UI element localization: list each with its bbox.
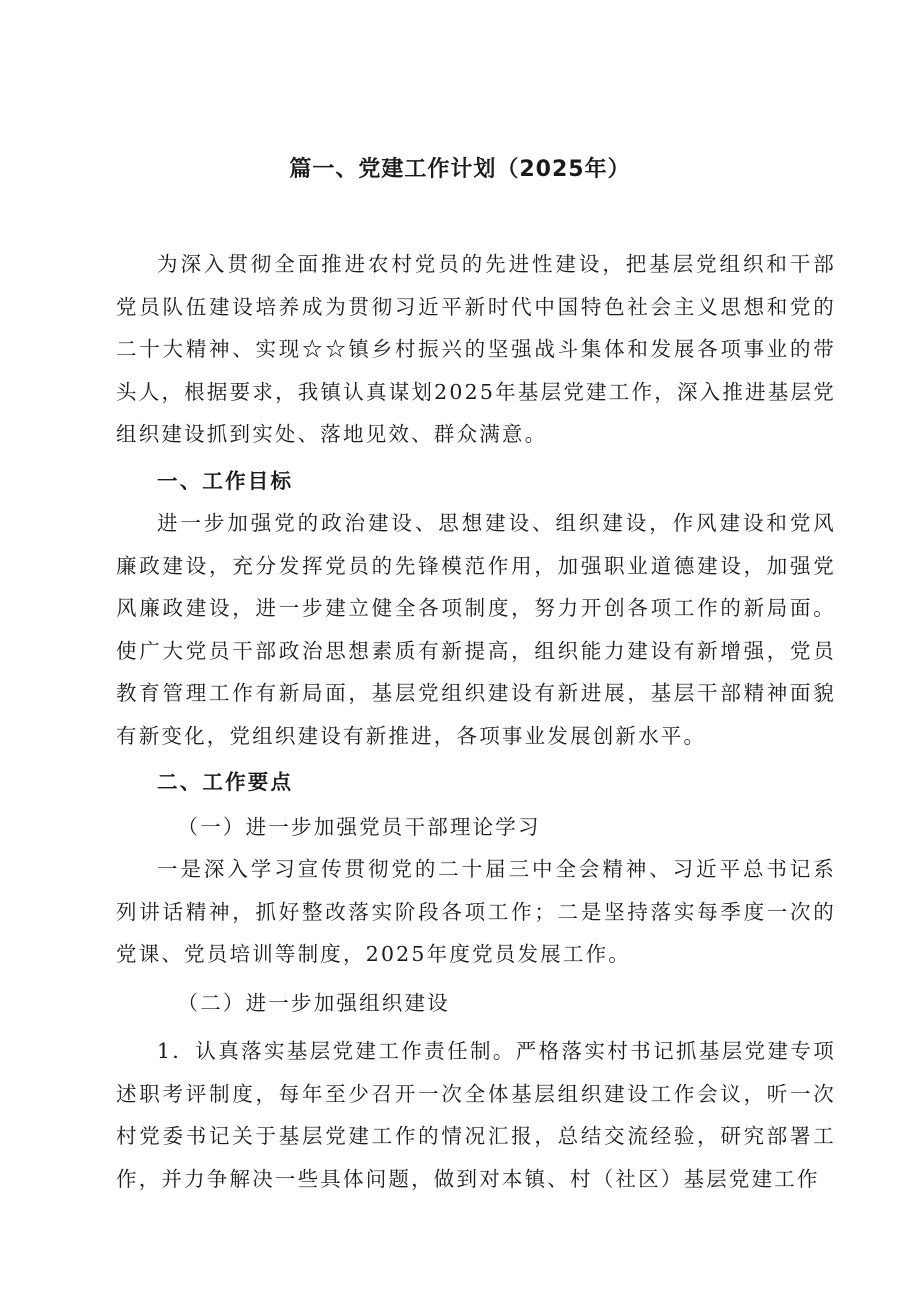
section-heading-goals: 一、工作目标 — [157, 468, 294, 493]
goals-paragraph: 进一步加强党的政治建设、思想建设、组织建设，作风建设和党风廉政建设，充分发挥党员的先锋模范作用，加强职业道德建设，加强党风廉政建设，进一步建立健全各项制度，努力开创各项工作的新局面。使广大党员干部政治思想素质有新提高，组织能力建设有新增强，党员教育管理工作有新局面，基层党组织建设有新进展，基层干部精神面貌有新变化，党组织建设有新推进，各项事业发展创新水平。 — [116, 511, 836, 748]
document-title: 篇一、党建工作计划（2025年） — [289, 157, 631, 182]
section-heading-key-points: 二、工作要点 — [157, 770, 294, 794]
theory-study-paragraph: 一是深入学习宣传贯彻党的二十届三中全会精神、习近平总书记系列讲话精神，抓好整改落实阶段各项工作；二是坚持落实每季度一次的党课、党员培训等制度，2025年度党员发展工作。 — [116, 857, 836, 966]
intro-paragraph: 为深入贯彻全面推进农村党员的先进性建设，把基层党组织和干部党员队伍建设培养成为贯彻习近平新时代中国特色社会主义思想和党的二十大精神、实现☆☆镇乡村振兴的坚强战斗集体和发展各项事业的带头人，根据要求，我镇认真谋划2025年基层党建工作，深入推进基层党组织建设抓到实处、落地见效、群众满意。 — [116, 252, 836, 446]
subsection-heading-organization: （二）进一步加强组织建设 — [177, 990, 450, 1015]
document-body — [116, 243, 836, 1200]
subsection-heading-theory-study: （一）进一步加强党员干部理论学习 — [177, 814, 541, 839]
organization-item-1: 1．认真落实基层党建工作责任制。严格落实村书记抓基层党建专项述职考评制度，每年至少召开一次全体基层组织建设工作会议，听一次村党委书记关于基层党建工作的情况汇报，总结交流经验，研究部署工作，并力争解决一些具体问题，做到对本镇、村（社区）基层党建工作 — [116, 1039, 836, 1191]
